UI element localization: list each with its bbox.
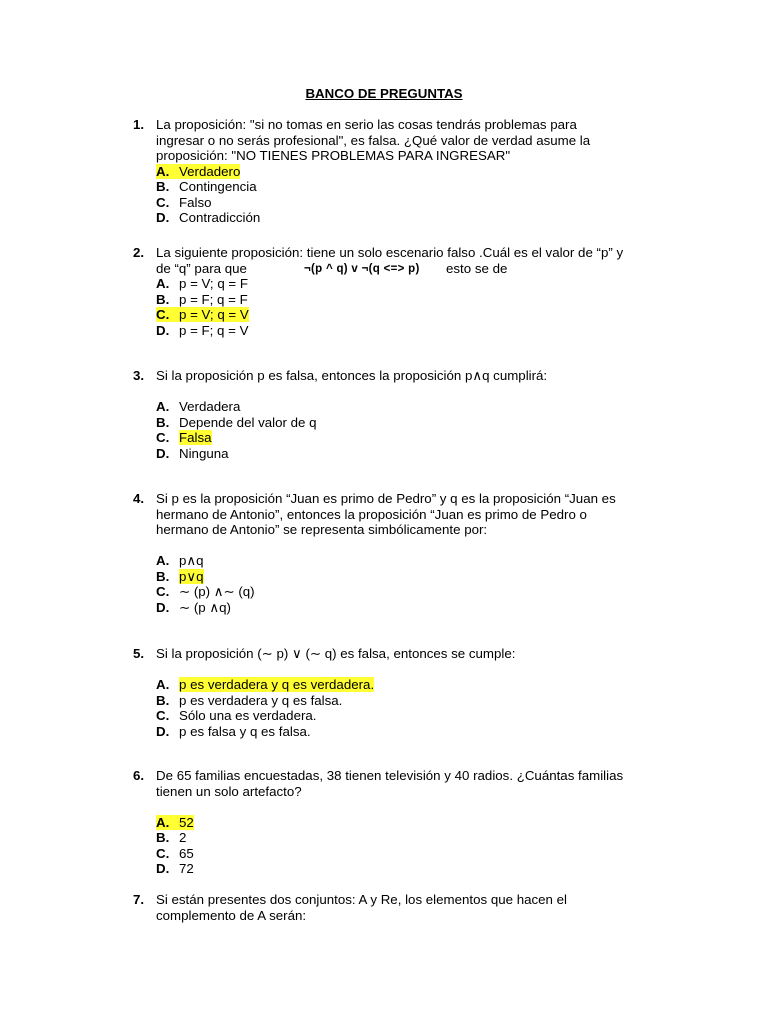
question-text-line: De 65 familias encuestadas, 38 tienen televisión y 40 radios. ¿Cuántas familias (156, 768, 624, 783)
option-letter: B. (156, 291, 170, 307)
question-text-line: Si p es la proposición “Juan es primo de Pedro” y q es la proposición “Juan es (156, 491, 616, 506)
option-letter: C. (156, 845, 170, 861)
question-4 (133, 491, 693, 615)
question-text (156, 768, 693, 799)
question-6 (133, 768, 693, 877)
question-text-fragment: esto se de (446, 260, 508, 276)
option-text: 72 (179, 861, 194, 876)
question-text (156, 117, 693, 164)
option-list (156, 815, 693, 877)
highlighted-answer (156, 307, 249, 322)
option-text: p = F; q = F (179, 291, 248, 307)
highlighted-answer (156, 164, 240, 179)
highlighted-answer (156, 815, 194, 830)
question-text (156, 491, 693, 538)
option-letter: A. (156, 677, 170, 692)
option-d (156, 600, 693, 616)
highlighted-answer: Falsa (179, 430, 212, 445)
question-number: 6. (133, 768, 145, 783)
option-text: p = V; q = F (179, 276, 248, 291)
question-number: 5. (133, 646, 145, 661)
question-number: 4. (133, 491, 145, 506)
option-text: 2 (179, 830, 187, 845)
option-b (156, 569, 693, 585)
option-c (156, 195, 693, 211)
option-text: p = V; q = V (179, 307, 249, 322)
question-text: Si la proposición p es falsa, entonces la proposición p∧q cumplirá: (156, 368, 548, 383)
option-text: ∼ (p) ∧∼ (q) (179, 584, 255, 599)
option-list (156, 677, 693, 739)
option-text: ∼ (p ∧q) (179, 599, 231, 615)
option-text: p es falsa y q es falsa. (179, 723, 311, 739)
option-text: Contingencia (179, 179, 257, 194)
question-text-line: La proposición: "si no tomas en serio las cosas tendrás problemas para (156, 117, 577, 132)
option-b (156, 693, 693, 709)
question-text-line: hermano de Antonio” se representa simbólicamente por: (156, 522, 488, 537)
question-text-line: tienen un solo artefacto? (156, 783, 302, 799)
question-3 (133, 368, 693, 461)
option-letter: D. (156, 599, 170, 615)
question-1 (133, 117, 693, 226)
question-text-line: La siguiente proposición: tiene un solo escenario falso .Cuál es el valor de “p” y (156, 245, 624, 260)
option-a (156, 815, 693, 831)
option-text: Verdadero (179, 163, 241, 179)
option-c (156, 307, 693, 323)
highlighted-answer: p∨q (179, 568, 204, 584)
option-c (156, 584, 693, 600)
option-d (156, 861, 693, 877)
question-number: 3. (133, 368, 145, 383)
option-letter: B. (156, 692, 170, 708)
option-b (156, 830, 693, 846)
option-list (156, 276, 693, 338)
question-number: 1. (133, 117, 145, 132)
option-letter: C. (156, 307, 170, 322)
option-c (156, 708, 693, 724)
question-5 (133, 646, 693, 739)
option-letter: C. (156, 708, 170, 723)
question-number: 2. (133, 245, 145, 260)
option-text: p∧q (179, 553, 204, 568)
question-2 (133, 245, 693, 338)
option-letter: B. (156, 414, 170, 430)
option-b (156, 415, 693, 431)
option-list (156, 399, 693, 461)
option-text: p es verdadera y q es falsa. (179, 692, 343, 708)
option-letter: D. (156, 861, 170, 876)
option-list (156, 553, 693, 615)
logic-formula: ¬(p ^ q) v ¬(q <=> p) (304, 262, 420, 275)
option-text: Verdadera (179, 399, 241, 414)
option-letter: D. (156, 322, 170, 338)
option-text: Contradicción (179, 210, 261, 225)
option-list (156, 164, 693, 226)
question-text-line: hermano de Antonio”, entonces la proposición “Juan es primo de Pedro o (156, 506, 587, 522)
question-text-line: Si están presentes dos conjuntos: A y Re, los elementos que hacen el (156, 892, 567, 907)
option-letter: A. (156, 163, 170, 179)
highlighted-answer: p es verdadera y q es verdadera. (179, 677, 375, 692)
option-letter: A. (156, 399, 170, 414)
question-text (156, 245, 693, 276)
option-b (156, 292, 693, 308)
question-text-line: proposición: "NO TIENES PROBLEMAS PARA INGRESAR" (156, 148, 511, 163)
question-text-line (156, 261, 693, 277)
option-text: Depende del valor de q (179, 414, 317, 430)
option-letter: D. (156, 723, 170, 739)
option-letter: B. (156, 179, 170, 194)
option-text: 65 (179, 845, 194, 861)
option-d (156, 446, 693, 462)
option-text: Ninguna (179, 445, 229, 461)
option-d (156, 323, 693, 339)
option-d (156, 724, 693, 740)
option-c (156, 430, 693, 446)
question-text-line: ingresar o no serás profesional", es falsa. ¿Qué valor de verdad asume la (156, 132, 591, 148)
option-text: p = F; q = V (179, 322, 249, 338)
option-text: Falso (179, 194, 212, 210)
option-c (156, 846, 693, 862)
question-7 (133, 892, 693, 923)
option-a (156, 164, 693, 180)
option-letter: B. (156, 568, 170, 584)
option-letter: C. (156, 584, 170, 599)
page-title: BANCO DE PREGUNTAS (305, 86, 463, 101)
option-letter: A. (156, 814, 170, 830)
question-text-line: complemento de A serán: (156, 907, 307, 923)
option-d (156, 210, 693, 226)
option-a (156, 276, 693, 292)
question-text: Si la proposición (∼ p) ∨ (∼ q) es falsa, entonces se cumple: (156, 646, 516, 661)
option-letter: D. (156, 445, 170, 461)
option-letter: A. (156, 553, 170, 568)
option-letter: C. (156, 194, 170, 210)
option-a (156, 553, 693, 569)
option-a (156, 677, 693, 693)
question-text-fragment: de “q” para que (156, 260, 247, 276)
option-letter: D. (156, 210, 170, 225)
option-text: Sólo una es verdadera. (179, 708, 317, 723)
question-text (156, 892, 693, 923)
question-number: 7. (133, 892, 145, 907)
option-b (156, 179, 693, 195)
option-letter: C. (156, 430, 170, 445)
option-a (156, 399, 693, 415)
option-letter: B. (156, 830, 170, 845)
option-letter: A. (156, 276, 170, 291)
option-text: 52 (179, 814, 194, 830)
